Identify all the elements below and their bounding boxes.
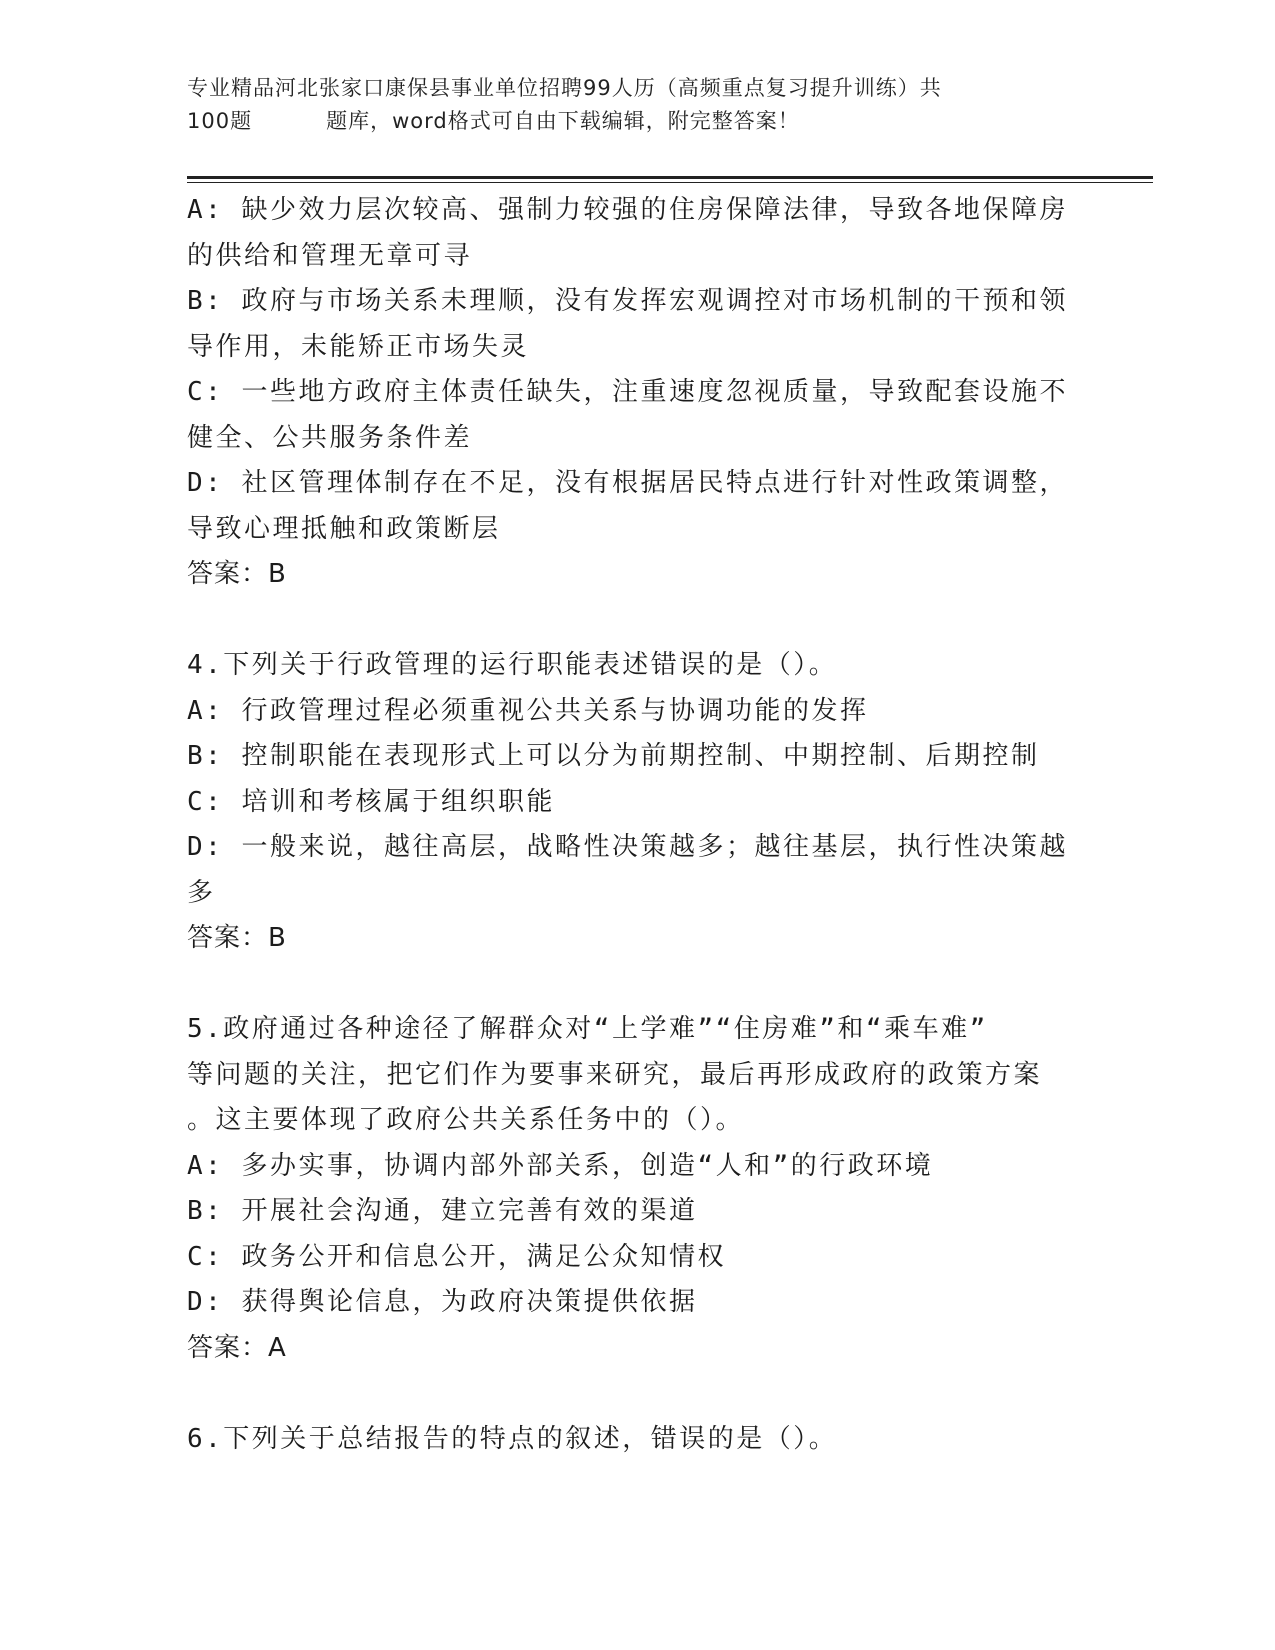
text-line: D: 一般来说，越往高层，战略性决策越多；越往基层，执行性决策越 — [187, 832, 1068, 862]
text-line: A: 行政管理过程必须重视公共关系与协调功能的发挥 — [187, 695, 869, 726]
text-line: B: 控制职能在表现形式上可以分为前期控制、中期控制、后期控制 — [187, 741, 1040, 771]
blank-spacer — [187, 962, 1087, 1008]
text-line: 4.下列关于行政管理的运行职能表述错误的是（）。 — [187, 650, 838, 680]
text-line: B: 开展社会沟通，建立完善有效的渠道 — [187, 1196, 698, 1226]
blank-spacer — [187, 598, 1087, 644]
answer-line: 答案：B — [187, 923, 287, 953]
text-line: 6.下列关于总结报告的特点的叙述，错误的是（）。 — [187, 1423, 838, 1454]
blank-spacer — [187, 1371, 1087, 1417]
header-line-2 — [187, 105, 1087, 138]
text-line: B: 政府与市场关系未理顺，没有发挥宏观调控对市场机制的干预和领 — [187, 286, 1068, 316]
text-line: C: 培训和考核属于组织职能 — [187, 786, 555, 817]
text-line: 5.政府通过各种途径了解群众对“上学难”“住房难”和“乘车难” — [187, 1014, 988, 1044]
text-line: A: 多办实事，协调内部外部关系，创造“人和”的行政环境 — [187, 1150, 934, 1181]
text-line: 健全、公共服务条件差 — [187, 422, 473, 453]
text-line: C: 政务公开和信息公开，满足公众知情权 — [187, 1241, 726, 1272]
header-description: 题库，word格式可自由下载编辑，附完整答案！ — [326, 109, 800, 133]
text-line: 。这主要体现了政府公共关系任务中的（）。 — [187, 1105, 745, 1135]
text-line: 的供给和管理无章可寻 — [187, 240, 473, 271]
header-rule-thin — [187, 182, 1153, 183]
text-line: 导作用，未能矫正市场失灵 — [187, 331, 530, 362]
page-header — [187, 72, 1087, 138]
header-line-1: 专业精品河北张家口康保县事业单位招聘99人历（高频重点复习提升训练）共 — [187, 76, 942, 100]
text-line: 导致心理抵触和政策断层 — [187, 513, 501, 544]
text-line: 多 — [187, 877, 216, 908]
answer-line: 答案：B — [187, 559, 287, 589]
answer-line: 答案：A — [187, 1332, 287, 1363]
text-line: C: 一些地方政府主体责任缺失，注重速度忽视质量，导致配套设施不 — [187, 377, 1068, 407]
header-question-count: 100题 — [187, 109, 253, 133]
text-line: D: 获得舆论信息，为政府决策提供依据 — [187, 1287, 698, 1317]
header-rule-thick — [187, 176, 1153, 179]
text-line: D: 社区管理体制存在不足，没有根据居民特点进行针对性政策调整， — [187, 468, 1068, 498]
text-line: A: 缺少效力层次较高、强制力较强的住房保障法律，导致各地保障房 — [187, 195, 1068, 225]
question-content — [187, 188, 1087, 1462]
text-line: 等问题的关注，把它们作为要事来研究，最后再形成政府的政策方案 — [187, 1059, 1043, 1090]
